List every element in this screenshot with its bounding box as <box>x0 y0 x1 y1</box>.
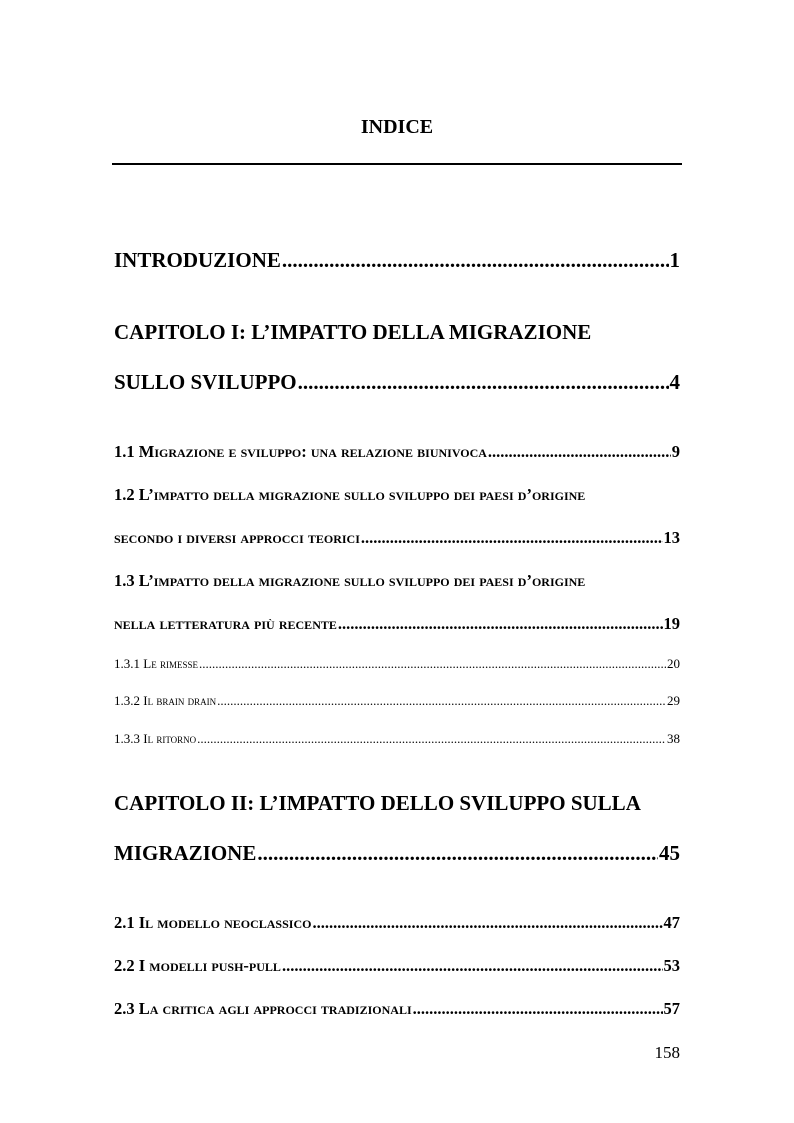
toc-page: 53 <box>663 956 680 975</box>
toc-entry-capitolo-1-line1[interactable]: CAPITOLO I: L’IMPATTO DELLA MIGRAZIONE <box>114 320 592 344</box>
toc-page: 47 <box>663 913 680 932</box>
toc-entry-2-1[interactable] <box>114 912 680 934</box>
toc-page: 57 <box>663 999 680 1018</box>
toc-leader <box>257 839 658 867</box>
toc-page: 9 <box>671 442 680 461</box>
toc-entry-capitolo-2[interactable] <box>114 839 680 867</box>
toc-leader <box>199 655 666 673</box>
page-number: 158 <box>654 1043 680 1062</box>
toc-entry-2-2[interactable] <box>114 955 680 977</box>
toc-entry-introduzione[interactable] <box>114 246 680 274</box>
toc-label: INTRODUZIONE <box>114 248 281 272</box>
toc-label: 1.1 Migrazione e sviluppo: una relazione biunivoca <box>114 442 487 461</box>
page-title: INDICE <box>360 116 434 138</box>
toc-entry-1-2[interactable] <box>114 527 680 549</box>
toc-label: 1.3.2 Il brain drain <box>114 693 217 708</box>
toc-leader <box>413 998 663 1020</box>
toc-entry-1-2-line1[interactable]: 1.2 L’impatto della migrazione sullo sviluppo dei paesi d’origine <box>114 485 586 504</box>
toc-entry-1-3-2[interactable] <box>114 692 680 710</box>
toc-label: 2.1 Il modello neoclassico <box>114 913 312 932</box>
toc-label: 2.2 I modelli push-pull <box>114 956 281 975</box>
toc-entry-capitolo-2-line1[interactable]: CAPITOLO II: L’IMPATTO DELLO SVILUPPO SULLA <box>114 791 641 815</box>
toc-page: 38 <box>667 731 680 746</box>
toc-page: 45 <box>659 841 680 865</box>
toc-page: 20 <box>667 656 680 671</box>
toc-entry-1-3-line1[interactable]: 1.3 L’impatto della migrazione sullo sviluppo dei paesi d’origine <box>114 571 586 590</box>
title-rule <box>112 163 682 165</box>
toc-leader <box>338 613 663 635</box>
toc-entry-capitolo-1[interactable] <box>114 368 680 396</box>
toc-label: secondo i diversi approcci teorici <box>114 528 360 547</box>
toc-entry-2-3[interactable] <box>114 998 680 1020</box>
toc-leader <box>361 527 663 549</box>
toc-label: 2.3 La critica agli approcci tradizionali <box>114 999 412 1018</box>
toc-page: 1 <box>669 248 680 272</box>
toc-label: nella letteratura più recente <box>114 614 337 633</box>
toc-label: 1.3.3 Il ritorno <box>114 731 197 746</box>
toc-page: 13 <box>663 528 680 547</box>
toc-leader <box>312 912 662 934</box>
toc-page: 29 <box>667 693 680 708</box>
toc-entry-1-3-3[interactable] <box>114 730 680 748</box>
toc-entry-1-1[interactable] <box>114 441 680 463</box>
toc-leader <box>197 730 666 748</box>
toc-page: 19 <box>663 614 680 633</box>
toc-entry-1-3[interactable] <box>114 613 680 635</box>
toc-entry-1-3-1[interactable] <box>114 655 680 673</box>
toc-label: SULLO SVILUPPO <box>114 370 297 394</box>
toc-page: 4 <box>669 370 680 394</box>
toc-leader <box>282 955 663 977</box>
toc-leader <box>217 692 666 710</box>
toc-leader <box>488 441 671 463</box>
toc-label: 1.3.1 Le rimesse <box>114 656 198 671</box>
toc-leader <box>282 246 669 274</box>
toc-label: MIGRAZIONE <box>114 841 257 865</box>
toc-leader <box>298 368 669 396</box>
